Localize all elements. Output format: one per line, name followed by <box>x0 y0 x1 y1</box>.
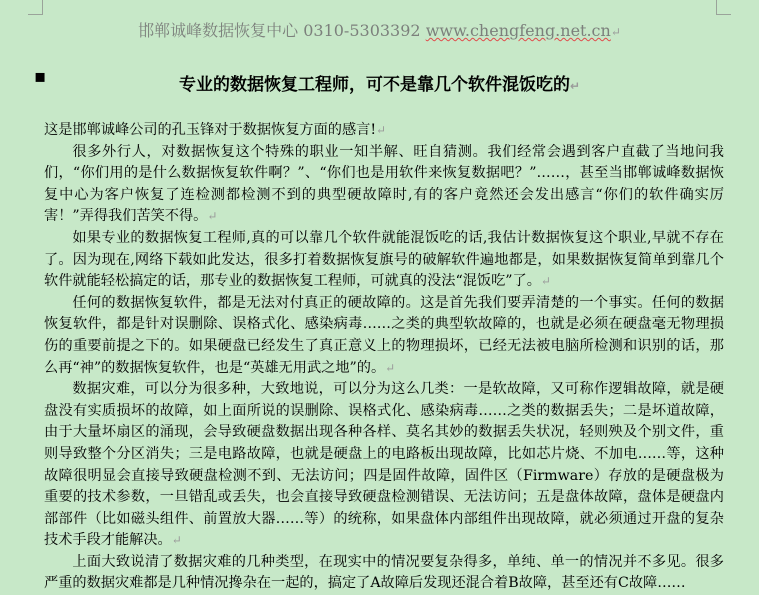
paragraph-mark-icon: ↵ <box>385 360 396 375</box>
paragraph: 这是邯郸诚峰公司的孔玉锋对于数据恢复方面的感言!↵ <box>44 122 387 138</box>
paragraph-mark-icon: ↵ <box>171 533 182 548</box>
paragraph-mark-icon: ↵ <box>540 274 551 289</box>
paragraph: 任何的数据恢复软件，都是无法对付真正的硬故障的。这是首先我们要弄清楚的一个事实。任何的数据恢复软件，都是针对误删除、误格式化、感染病毒……之类的典型软故障的，也就是必须在硬盘毫无物理损伤的重要前提之下的。如果硬盘已经发生了真正意义上的物理损坏，已经无法被电脑所检测和识别的话，那么再“神”的数据恢复软件，也是“英雄无用武之地”的。↵ <box>44 294 724 376</box>
header-url[interactable]: www.chengfeng.net.cn <box>425 21 611 40</box>
paragraph: 如果专业的数据恢复工程师,真的可以靠几个软件就能混饭吃的话,我估计数据恢复这个职业,早就不存在了。因为现在,网络下载如此发达，很多打着数据恢复旗号的破解软件遍地都是，如果数据恢复简单到靠几个软件就能轻松搞定的话，那专业的数据恢复工程师，可就真的没法“混饭吃”了。↵ <box>44 229 724 290</box>
bullet-icon: ▪ <box>34 66 47 87</box>
paragraph: 很多外行人，对数据恢复这个特殊的职业一知半解、旺自猜测。我们经常会遇到客户直截了当地问我们，“你们用的是什么数据恢复软件啊？”、“你们也是用软件来恢复数据吧？”……，甚至当邯郸诚峰数据恢复中心为客户恢复了连检测都检测不到的典型硬故障时,有的客户竟然还会发出感言“你们的软件确实厉害！”弄得我们苦笑不得。↵ <box>44 143 724 225</box>
page-corner-mark-left <box>28 0 43 15</box>
page-header <box>0 18 759 41</box>
paragraph: 上面大致说清了数据灾难的几种类型，在现实中的情况要复杂得多，单纯、单一的情况并不多见。很多严重的数据灾难都是几种情况搀杂在一起的，搞定了A故障后发现还混合着B故障，甚至还有C故障…… <box>44 553 724 592</box>
paragraph-mark-icon: ↵ <box>569 79 581 93</box>
page-corner-mark-right <box>716 0 731 15</box>
paragraph-mark-icon: ↵ <box>610 25 621 39</box>
header-company: 邯郸诚峰数据恢复中心 <box>138 21 299 40</box>
paragraph: 数据灾难，可以分为很多种，大致地说，可以分为这么几类：一是软故障，又可称作逻辑故障，就是硬盘没有实质损坏的故障，如上面所说的误删除、误格式化、感染病毒……之类的数据丢失；二是坏道故障，由于大量坏扇区的涌现，会导致硬盘数据出现各种各样、莫名其妙的数据丢失状况，轻则殃及个别文件，重则导致整个分区消失；三是电路故障，也就是硬盘上的电路板出现故障，比如芯片烧、不加电……等，这种故障很明显会直接导致硬盘检测不到、无法访问；四是固件故障，固件区（Firmware）存放的是硬盘极为重要的技术参数，一旦错乱或丢失，也会直接导致硬盘检测错误、无法访问；五是盘体故障，盘体是硬盘内部部件（比如磁头组件、前置放大器……等）的统称，如果盘体内部组件出现故障，就必须通过开盘的复杂技术手段才能解决。↵ <box>44 381 724 549</box>
document-body <box>44 120 724 595</box>
document-title: 专业的数据恢复工程师，可不是靠几个软件混饭吃的↵ <box>178 75 581 95</box>
header-phone: 0310-5303392 <box>303 21 421 40</box>
paragraph-mark-icon: ↵ <box>376 123 387 137</box>
paragraph-mark-icon: ↵ <box>207 209 218 224</box>
